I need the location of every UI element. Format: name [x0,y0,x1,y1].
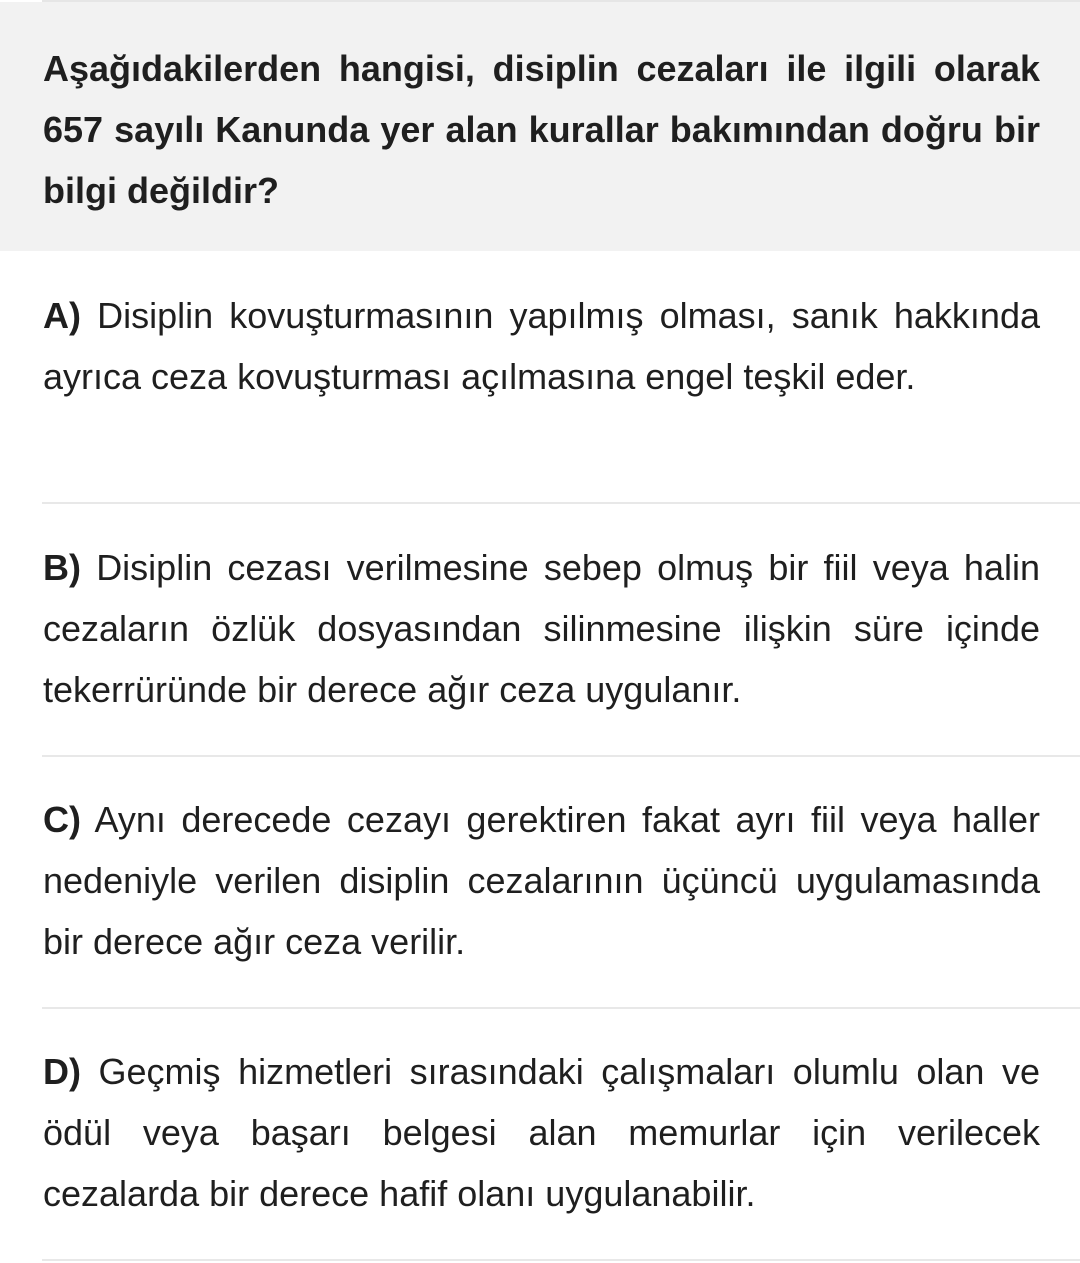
option-divider [42,1259,1080,1261]
option-b-text: Disiplin cezası verilmesine sebep olmuş bir fiil veya halin cezaların özlük dosyasından silinmesine ilişkin süre içinde tekerrüründe bir derece ağır ceza uygulanır. [43,547,1040,710]
option-b-letter: B) [43,547,81,588]
option-d-text: Geçmiş hizmetleri sırasındaki çalışmaları olumlu olan ve ödül veya başarı belgesi alan memurlar için verilecek cezalarda bir derece hafif olanı uygulanabilir. [43,1051,1040,1214]
option-d[interactable] [43,1041,1040,1224]
option-a-letter: A) [43,295,81,336]
option-a-text: Disiplin kovuşturmasının yapılmış olması, sanık hakkında ayrıca ceza kovuşturması açılmasına engel teşkil eder. [43,295,1040,397]
option-divider [42,502,1080,504]
option-c-letter: C) [43,799,81,840]
option-c[interactable] [43,789,1040,972]
option-b[interactable] [43,537,1040,720]
option-c-text: Aynı derecede cezayı gerektiren fakat ayrı fiil veya haller nedeniyle verilen disiplin cezalarının üçüncü uygulamasında bir derece ağır ceza verilir. [43,799,1040,962]
option-divider [42,1007,1080,1009]
option-divider [42,755,1080,757]
option-d-letter: D) [43,1051,81,1092]
option-a[interactable] [43,285,1040,407]
question-panel [0,2,1080,251]
question-text: Aşağıdakilerden hangisi, disiplin cezaları ile ilgili olarak 657 sayılı Kanunda yer alan kurallar bakımından doğru bir bilgi değildir? [43,48,1040,211]
